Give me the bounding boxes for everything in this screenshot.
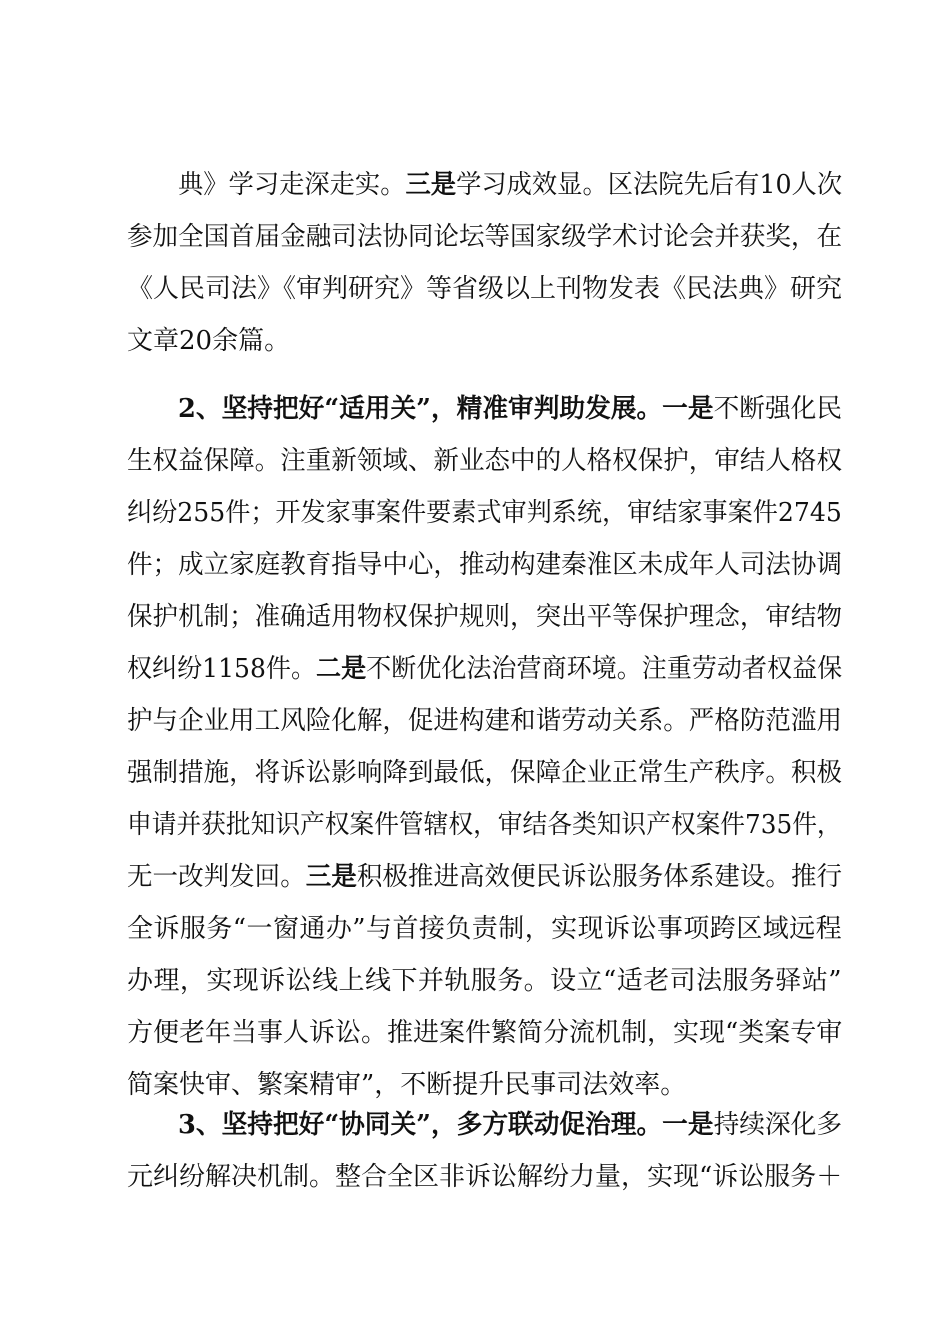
- bold-text-run: 二是: [316, 654, 367, 684]
- text-run: 强制措施，将诉讼影响降到最低，保障企业正常生产秩序。积极: [127, 758, 843, 788]
- text-line: [127, 860, 842, 894]
- text-run: 保护机制；准确适用物权保护规则，突出平等保护理念，审结物: [127, 602, 843, 632]
- text-run: 全诉服务“一窗通办”与首接负责制，实现诉讼事项跨区域远程: [127, 914, 843, 944]
- text-run: 不断优化法治营商环境。注重劳动者权益保: [366, 654, 843, 684]
- text-run: 元纠纷解决机制。整合全区非诉讼解纷力量，实现“诉讼服务＋: [127, 1162, 843, 1192]
- text-run: 申请并获批知识产权案件管辖权，审结各类知识产权案件735件，: [127, 810, 842, 840]
- text-run: 积极推进高效便民诉讼服务体系建设。推行: [356, 862, 843, 892]
- text-run: 《人民司法》《审判研究》等省级以上刊物发表《民法典》研究: [127, 274, 843, 304]
- text-run: 方便老年当事人诉讼。推进案件繁简分流机制，实现“类案专审: [127, 1018, 843, 1048]
- bold-text-run: 3、坚持把好“协同关”，多方联动促治理。一是: [178, 1110, 714, 1140]
- text-line: [127, 444, 842, 478]
- text-run: 学习成效显。区法院先后有10人次: [456, 170, 843, 200]
- text-line: [178, 392, 842, 426]
- text-line: [127, 964, 842, 998]
- text-line: [127, 1160, 842, 1194]
- text-run: 权纠纷1158件。: [127, 654, 317, 684]
- text-run: 件；成立家庭教育指导中心，推动构建秦淮区未成年人司法协调: [127, 550, 843, 580]
- text-line: [127, 808, 842, 842]
- text-run: 文章20余篇。: [127, 326, 291, 356]
- text-run: 简案快审、繁案精审”，不断提升民事司法效率。: [127, 1070, 687, 1100]
- bold-text-run: 三是: [405, 170, 457, 200]
- text-run: 无一改判发回。: [127, 862, 306, 892]
- text-run: 持续深化多: [713, 1110, 843, 1140]
- text-line: [178, 1108, 842, 1142]
- text-line: [127, 548, 842, 582]
- text-run: 护与企业用工风险化解，促进构建和谐劳动关系。严格防范滥用: [127, 706, 843, 736]
- text-run: 参加全国首届金融司法协同论坛等国家级学术讨论会并获奖，在: [127, 222, 843, 252]
- text-line: [127, 496, 842, 530]
- text-run: 生权益保障。注重新领域、新业态中的人格权保护，审结人格权: [127, 446, 843, 476]
- text-line: [127, 1068, 686, 1102]
- text-line: [127, 1016, 842, 1050]
- text-line: [127, 220, 842, 254]
- bold-text-run: 2、坚持把好“适用关”，精准审判助发展。一是: [178, 394, 714, 424]
- text-line: [178, 168, 842, 202]
- text-run: 不断强化民: [713, 394, 843, 424]
- text-run: 办理，实现诉讼线上线下并轨服务。设立“适老司法服务驿站”: [127, 966, 843, 996]
- text-run: 纠纷255件；开发家事案件要素式审判系统，审结家事案件2745: [127, 498, 842, 528]
- text-line: [127, 600, 842, 634]
- text-line: [127, 324, 290, 358]
- text-run: 典》学习走深走实。: [178, 170, 406, 200]
- text-line: [127, 912, 842, 946]
- text-line: [127, 652, 842, 686]
- text-line: [127, 272, 842, 306]
- text-line: [127, 704, 842, 738]
- text-line: [127, 756, 842, 790]
- bold-text-run: 三是: [305, 862, 357, 892]
